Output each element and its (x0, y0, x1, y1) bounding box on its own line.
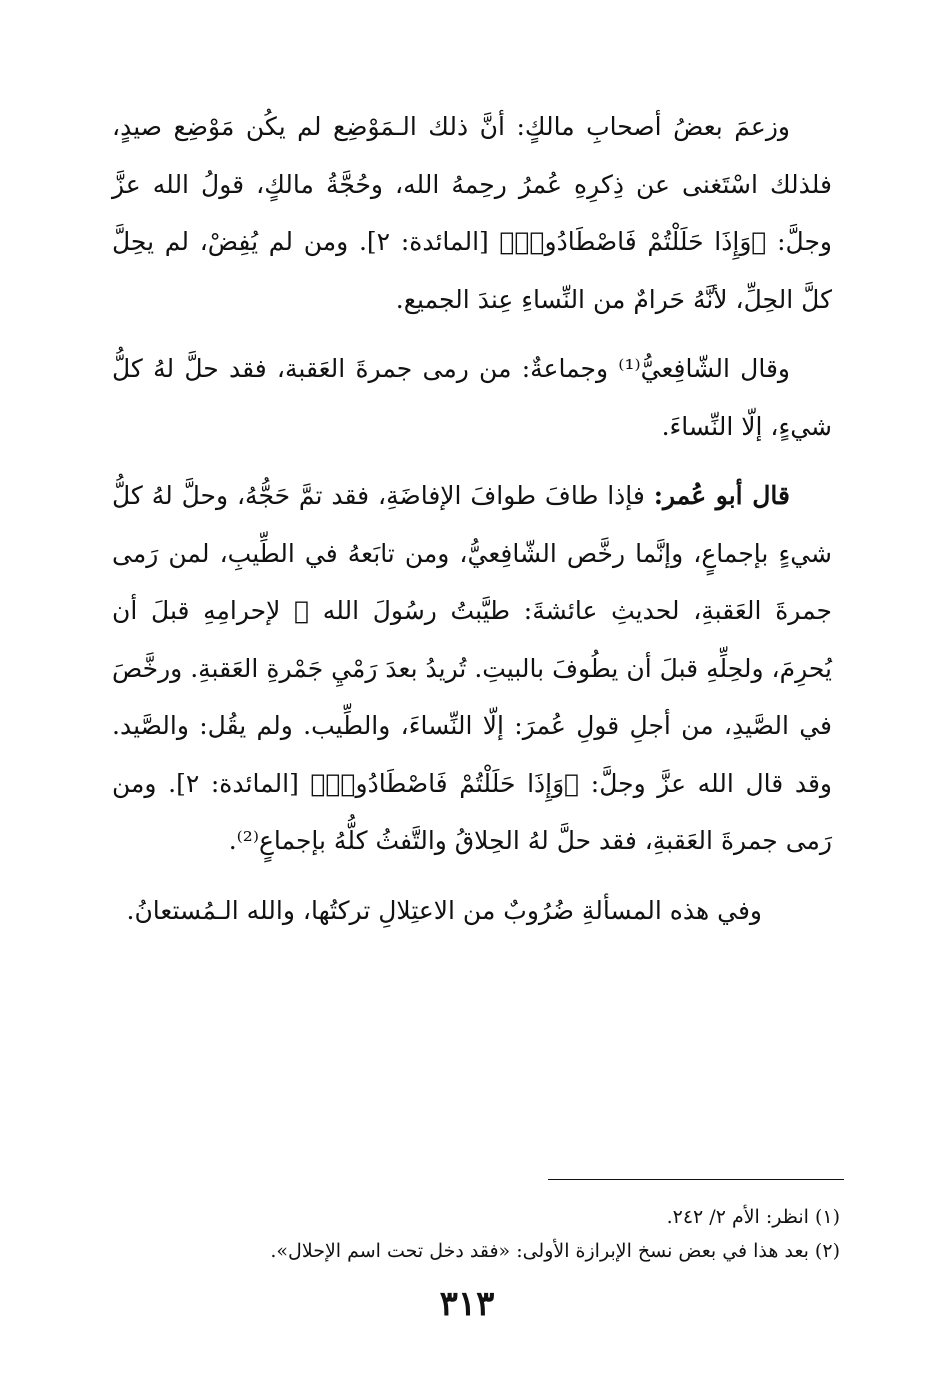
paragraph-malik-opinion (112, 98, 832, 328)
paragraph-text: وزعمَ بعضُ أصحابِ مالكٍ: أنَّ ذلك الـمَوْضِع لم يكُن مَوْضِع صيدٍ، فلذلك اسْتَغنى عن ذِكرِهِ عُمرُ رحِمهُ الله، وحُجَّةُ مالكٍ، قولُ الله عزَّ وجلَّ: ﴿وَإِذَا حَلَلْتُمْ فَاصْطَادُوا۟﴾ [المائدة: ٢]. ومن لم يُفِضْ، لم يحِلَّ كلَّ الحِلِّ، لأنَّهُ حَرامٌ من النِّساءِ عِندَ الجميع. (112, 112, 832, 314)
footnote-separator (548, 1179, 844, 1180)
paragraph-closing (112, 882, 832, 940)
footnote-2: (٢) بعد هذا في بعض نسخ الإبرازة الأولى: «فقد دخل تحت اسم الإحلال». (270, 1240, 840, 1262)
paragraph-text: وفي هذه المسألةِ ضُرُوبٌ من الاعتِلالِ تركتُها، والله الـمُستعانُ. (126, 895, 762, 925)
page-number: ٣١٣ (439, 1284, 495, 1324)
paragraph-abu-umar-commentary (112, 467, 832, 870)
footnotes (112, 1200, 840, 1268)
paragraph-shafii-opinion (112, 340, 832, 455)
paragraph-lead-author: قال أبو عُمر: (653, 481, 790, 510)
paragraph-text: فإذا طافَ طوافَ الإفاضَةِ، فقد تمَّ حَجُّهُ، وحلَّ لهُ كلُّ شيءٍ بإجماعٍ، وإنَّما رخَّص الشّافِعيُّ، ومن تابَعهُ في الطِّيبِ، لمن رَمى جمرةَ العَقبةِ، لحديثِ عائشةَ: طيَّبتُ رسُولَ الله ﷺ لإحرامِهِ قبلَ أن يُحرِمَ، ولحِلِّهِ قبلَ أن يطُوفَ بالبيتِ. تُريدُ بعدَ رَمْيِ جَمْرةِ العَقبةِ. ورخَّصَ في الصَّيدِ، من أجلِ قولِ عُمرَ: إلّا النِّساءَ، والطِّيب. ولم يقُل: والصَّيد. وقد قال الله عزَّ وجلَّ: ﴿وَإِذَا حَلَلْتُمْ فَاصْطَادُوا۟﴾ [المائدة: ٢]. ومن رَمى جمرةَ العَقبةِ، فقد حلَّ لهُ الحِلاقُ والتَّفثُ كلُّهُ بإجماعٍ⁽²⁾. (112, 481, 832, 855)
main-text (112, 98, 832, 939)
footnote-1: (١) انظر: الأم ٢/ ٢٤٢. (666, 1206, 840, 1228)
paragraph-text: وقال الشّافِعيُّ⁽¹⁾ وجماعةٌ: من رمى جمرةَ العَقبة، فقد حلَّ لهُ كلُّ شيءٍ، إلّا النِّساءَ. (112, 354, 832, 441)
